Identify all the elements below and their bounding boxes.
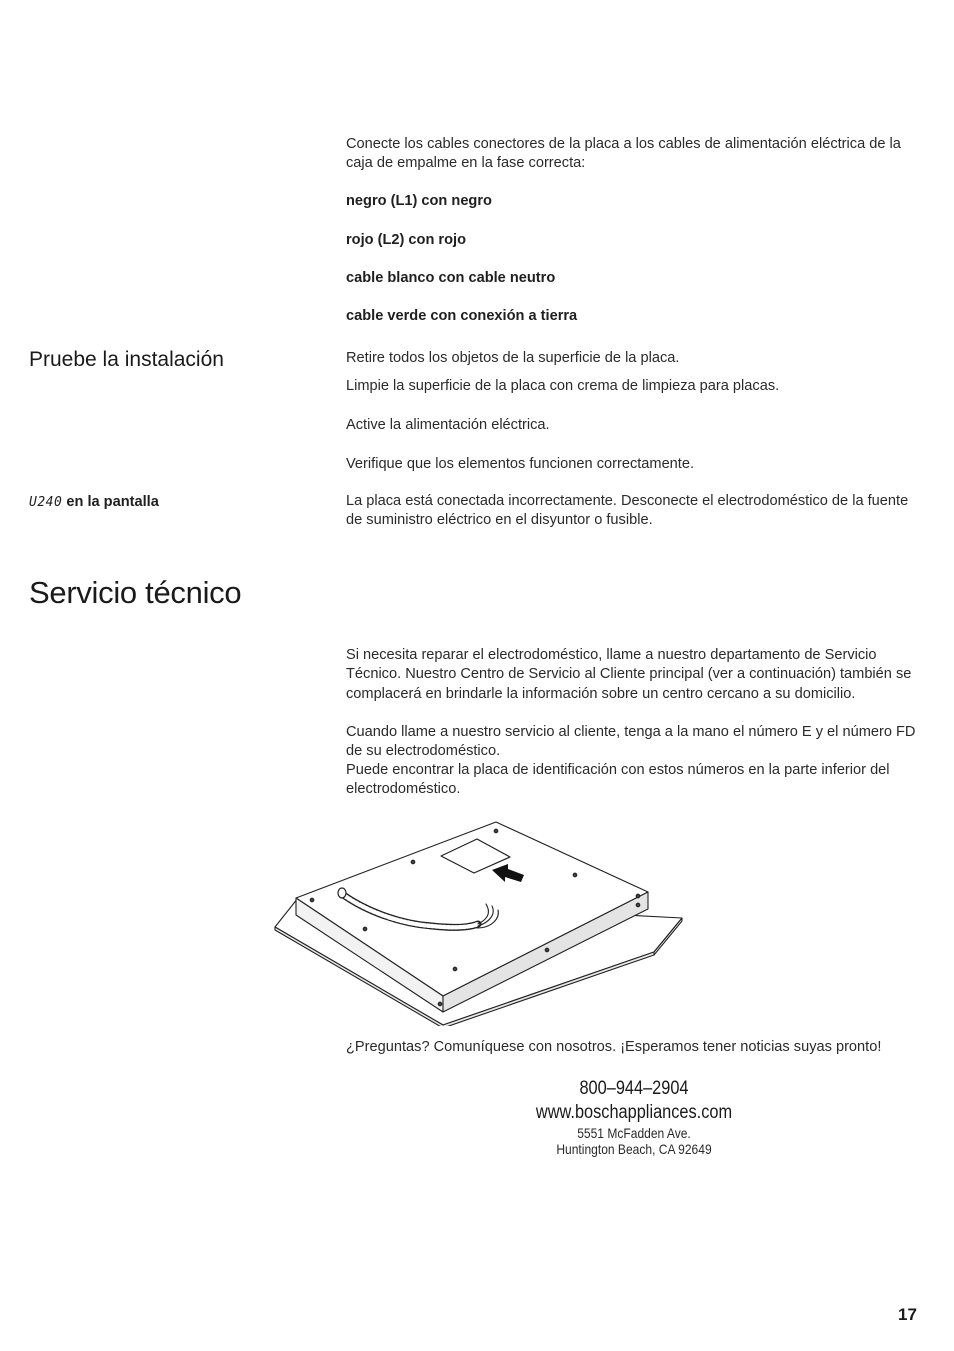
website-link[interactable]: www.boschappliances.com (535, 1102, 733, 1123)
questions-line: ¿Preguntas? Comuníquese con nosotros. ¡Esperamos tener noticias suyas pronto! (346, 1039, 882, 1055)
cooktop-underside-illustration (272, 820, 684, 1026)
wire-item-white: cable blanco con cable neutro (346, 270, 556, 286)
address-line-2: Huntington Beach, CA 92649 (556, 1141, 712, 1157)
service-paragraph-3: Puede encontrar la placa de identificación con estos números en la parte inferior del electrodoméstico. (346, 762, 890, 798)
page-number: 17 (898, 1305, 917, 1324)
phone-number[interactable]: 800–944–2904 (579, 1078, 689, 1099)
connect-instructions: Conecte los cables conectores de la placa a los cables de alimentación eléctrica de la caja de empalme en la fase correcta: (346, 136, 901, 172)
contact-block (480, 1077, 788, 1157)
wire-item-black: negro (L1) con negro (346, 193, 492, 209)
wire-item-red: rojo (L2) con rojo (346, 232, 466, 248)
test-step-4: Verifique que los elementos funcionen correctamente. (346, 456, 695, 472)
error-code: U240 (29, 495, 63, 510)
error-display-label (29, 493, 159, 512)
service-title: Servicio técnico (29, 575, 242, 610)
test-step-1: Retire todos los objetos de la superficie de la placa. (346, 350, 680, 366)
error-label: en la pantalla (66, 494, 159, 510)
service-paragraph-1: Si necesita reparar el electrodoméstico, llame a nuestro departamento de Servicio Técnico. Nuestro Centro de Servicio al Cliente principal (ver a continuación) también se complacerá en brindarle la información sobre un centro cercano a su domicilio. (346, 647, 912, 702)
address-line-1: 5551 McFadden Ave. (577, 1125, 691, 1141)
error-description: La placa está conectada incorrectamente. Desconecte el electrodoméstico de la fuente de suministro eléctrico en el disyuntor o fusible. (346, 493, 909, 529)
wire-item-green: cable verde con conexión a tierra (346, 308, 578, 324)
test-installation-heading: Pruebe la instalación (29, 348, 224, 371)
test-step-2: Limpie la superficie de la placa con crema de limpieza para placas. (346, 378, 780, 394)
test-step-3: Active la alimentación eléctrica. (346, 417, 550, 433)
service-paragraph-2: Cuando llame a nuestro servicio al cliente, tenga a la mano el número E y el número FD de su electrodoméstico. (346, 724, 916, 760)
